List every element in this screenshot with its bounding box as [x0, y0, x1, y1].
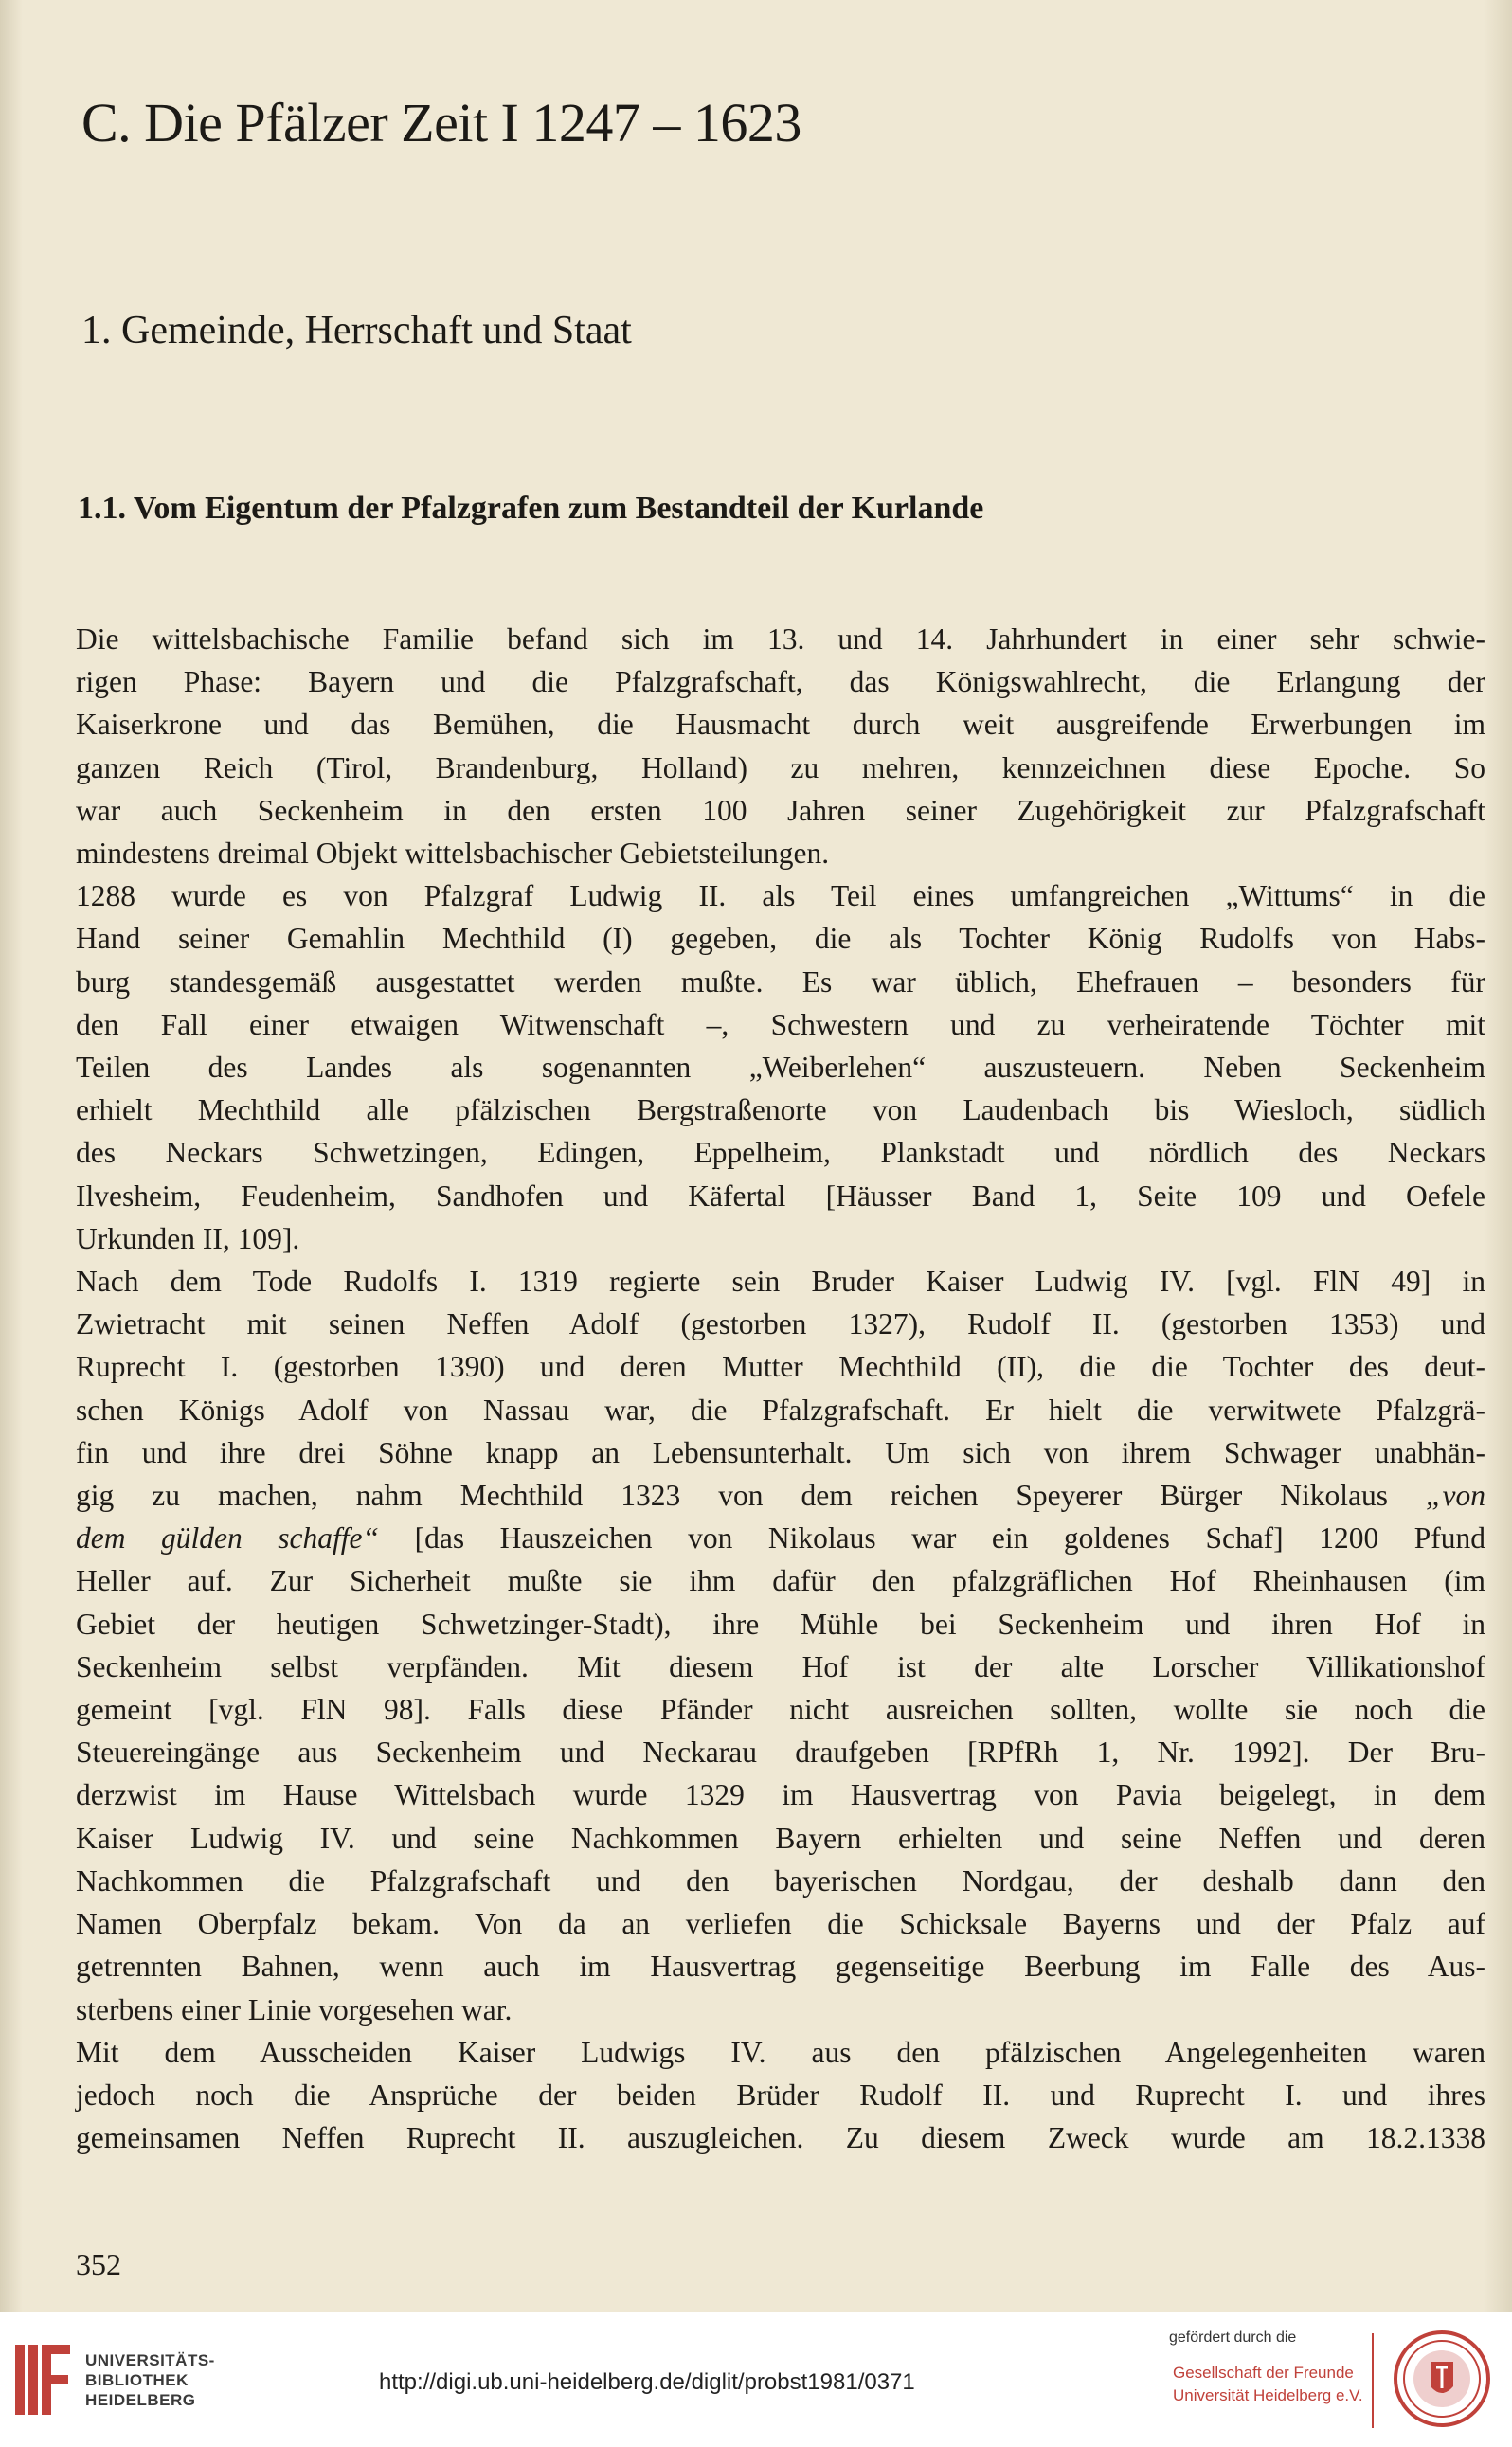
text-line: ganzen Reich (Tirol, Brandenburg, Holland) zu mehren, kennzeichnen diese Epoche. So: [76, 750, 1485, 784]
text-fragment: gig zu machen, nahm Mechthild 1323 von dem reichen Speyerer Bürger Nikolaus: [76, 1479, 1389, 1513]
library-name-line: UNIVERSITÄTS-: [85, 2351, 215, 2369]
text-line: war auch Seckenheim in den ersten 100 Jahren seiner Zugehörigkeit zur Pfalzgrafschaft: [76, 793, 1485, 827]
text-line: Zwietracht mit seinen Neffen Adolf (gestorben 1327), Rudolf II. (gestorben 1353) und: [76, 1307, 1485, 1341]
text-line-with-italic: [76, 1517, 1485, 1559]
text-line: getrennten Bahnen, wenn auch im Hausvertrag gegenseitige Beerbung im Falle des Aus-: [76, 1950, 1485, 1984]
text-line: 1288 wurde es von Pfalzgraf Ludwig II. als Teil eines umfangreichen „Wittums“ in die: [76, 879, 1485, 913]
page-edge-right: [1484, 0, 1512, 2312]
text-fragment: [das Hauszeichen von Nikolaus war ein goldenes Schaf] 1200 Pfund: [414, 1521, 1485, 1556]
text-line: Heller auf. Zur Sicherheit mußte sie ihm dafür den pfalzgräflichen Hof Rheinhausen (im: [76, 1564, 1485, 1598]
text-line: Die wittelsbachische Familie befand sich im 13. und 14. Jahrhundert in einer sehr schwie-: [76, 622, 1485, 656]
text-line: fin und ihre drei Söhne knapp an Lebensunterhalt. Um sich von ihrem Schwager unabhän-: [76, 1435, 1485, 1469]
text-line: Ruprecht I. (gestorben 1390) und deren Mutter Mechthild (II), die die Tochter des deut-: [76, 1350, 1485, 1384]
text-line: Kaiserkrone und das Bemühen, die Hausmacht durch weit ausgreifende Erwerbungen im: [76, 708, 1485, 742]
text-line: Steuereingänge aus Seckenheim und Neckarau draufgeben [RPfRh 1, Nr. 1992]. Der Bru-: [76, 1736, 1485, 1770]
text-line: Kaiser Ludwig IV. und seine Nachkommen Bayern erhielten und seine Neffen und deren: [76, 1821, 1485, 1855]
text-line: schen Königs Adolf von Nassau war, die Pfalzgrafschaft. Er hielt die verwitwete Pfalzgrä-: [76, 1393, 1485, 1427]
text-line: rigen Phase: Bayern und die Pfalzgrafschaft, das Königswahlrecht, die Erlangung der: [76, 665, 1485, 699]
chapter-title: C. Die Pfälzer Zeit I 1247 – 1623: [81, 92, 801, 153]
body-text: [76, 618, 1485, 2159]
source-url-link[interactable]: http://digi.ub.uni-heidelberg.de/diglit/probst1981/0371: [379, 2369, 915, 2395]
italic-fragment: dem gülden schaffe“: [76, 1521, 380, 1556]
text-line: Mit dem Ausscheiden Kaiser Ludwigs IV. aus den pfälzischen Angelegenheiten waren: [76, 2035, 1485, 2069]
text-line: Urkunden II, 109].: [76, 1221, 300, 1255]
text-line: derzwist im Hause Wittelsbach wurde 1329 im Hausvertrag von Pavia beigelegt, in dem: [76, 1778, 1485, 1812]
text-line: jedoch noch die Ansprüche der beiden Brüder Rudolf II. und Ruprecht I. und ihres: [76, 2078, 1485, 2112]
funded-by-label: gefördert durch die: [1169, 2330, 1297, 2346]
text-line-with-italic: [76, 1474, 1485, 1517]
text-line: Seckenheim selbst verpfänden. Mit diesem Hof ist der alte Lorscher Villikationshof: [76, 1649, 1485, 1683]
text-line: erhielt Mechthild alle pfälzischen Bergstraßenorte von Laudenbach bis Wiesloch, südlich: [76, 1093, 1485, 1127]
text-line: gemeint [vgl. FlN 98]. Falls diese Pfänder nicht ausreichen sollten, wollte sie noch die: [76, 1693, 1485, 1727]
footer-divider: [1372, 2333, 1374, 2428]
page-number: 352: [76, 2247, 121, 2281]
text-line: Nach dem Tode Rudolfs I. 1319 regierte sein Bruder Kaiser Ludwig IV. [vgl. FlN 49] in: [76, 1265, 1485, 1299]
library-name-line: HEIDELBERG: [85, 2391, 196, 2409]
text-line: gemeinsamen Neffen Ruprecht II. auszugleichen. Zu diesem Zweck wurde am 18.2.1338: [76, 2121, 1485, 2155]
page-edge-left: [0, 0, 23, 2312]
university-seal-icon: [1393, 2330, 1491, 2428]
text-line: sterbens einer Linie vorgesehen war.: [76, 1992, 513, 2026]
funder-name-line: Universität Heidelberg e.V.: [1173, 2386, 1363, 2404]
library-name-line: BIBLIOTHEK: [85, 2371, 189, 2389]
text-line: den Fall einer etwaigen Witwenschaft –, Schwestern und zu verheiratende Töchter mit: [76, 1007, 1485, 1041]
funder-name-line: Gesellschaft der Freunde: [1173, 2364, 1354, 2382]
text-line: mindestens dreimal Objekt wittelsbachischer Gebietsteilungen.: [76, 837, 830, 871]
funder-name: [1173, 2362, 1363, 2407]
text-line: Ilvesheim, Feudenheim, Sandhofen und Käfertal [Häusser Band 1, Seite 109 und Oefele: [76, 1179, 1485, 1213]
subsection-title: 1.1. Vom Eigentum der Pfalzgrafen zum Bestandteil der Kurlande: [78, 491, 984, 526]
text-line: Hand seiner Gemahlin Mechthild (I) gegeben, die als Tochter König Rudolfs von Habs-: [76, 922, 1485, 956]
text-line: Namen Oberpfalz bekam. Von da an verliefen die Schicksale Bayerns und der Pfalz auf: [76, 1907, 1485, 1941]
text-line: Gebiet der heutigen Schwetzinger-Stadt), ihre Mühle bei Seckenheim und ihren Hof in: [76, 1607, 1485, 1641]
ub-heidelberg-logo-icon: [13, 2341, 72, 2419]
italic-fragment: „von: [1426, 1479, 1486, 1513]
text-line: burg standesgemäß ausgestattet werden mußte. Es war üblich, Ehefrauen – besonders für: [76, 964, 1485, 999]
footer-bar: [0, 2312, 1512, 2447]
text-line: Nachkommen die Pfalzgrafschaft und den bayerischen Nordgau, der deshalb dann den: [76, 1863, 1485, 1898]
section-title: 1. Gemeinde, Herrschaft und Staat: [81, 309, 632, 352]
library-name: [85, 2350, 215, 2410]
text-line: des Neckars Schwetzingen, Edingen, Eppelheim, Plankstadt und nördlich des Neckars: [76, 1136, 1485, 1170]
text-line: Teilen des Landes als sogenannten „Weiberlehen“ auszusteuern. Neben Seckenheim: [76, 1051, 1485, 1085]
